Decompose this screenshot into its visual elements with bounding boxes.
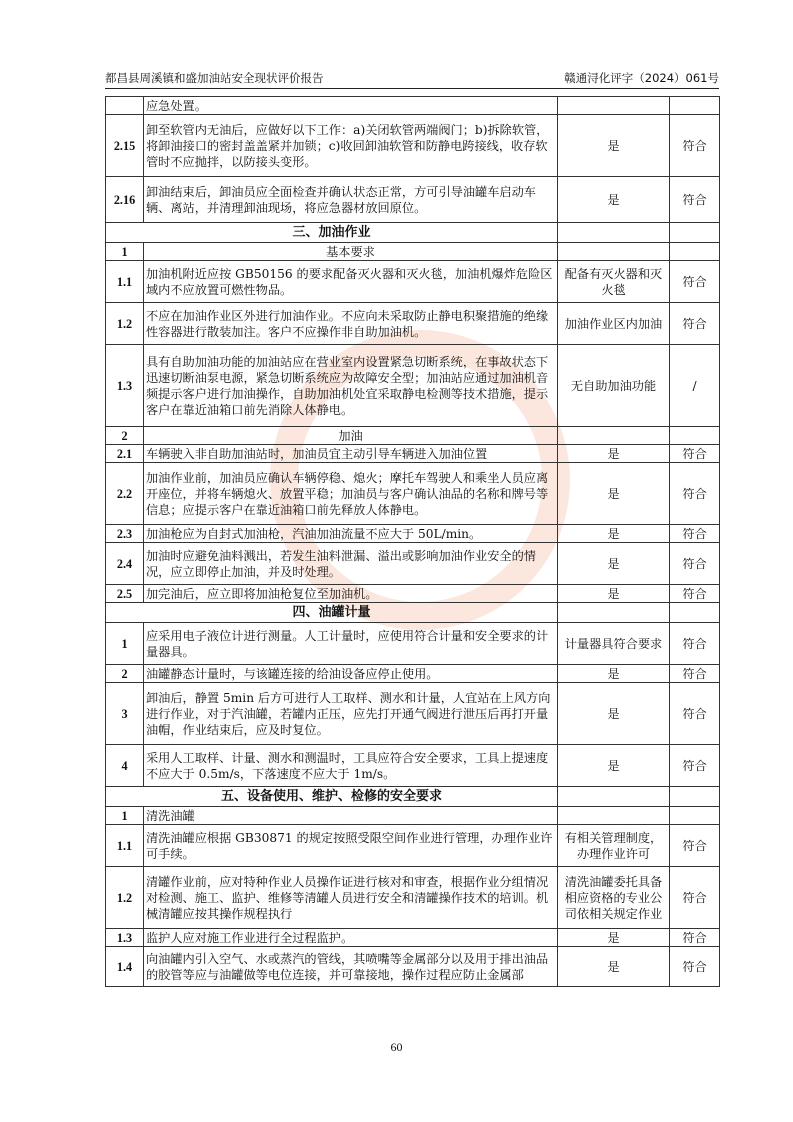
item-number: 1	[106, 623, 144, 665]
evaluation-result: 符合	[670, 867, 720, 929]
item-number: 2.16	[106, 177, 144, 223]
table-row	[106, 745, 720, 787]
empty-cell	[558, 807, 670, 825]
check-content: 加油机附近应按 GB50156 的要求配备灭火器和灭火毯，加油机爆炸危险区域内不应放置可燃性物品。	[144, 261, 558, 303]
item-number: 1.1	[106, 261, 144, 303]
check-result: 是	[558, 445, 670, 463]
item-number: 1.4	[106, 947, 144, 987]
check-content: 清罐作业前，应对特种作业人员操作证进行核对和审查，根据作业分组情况对检测、施工、监护、维修等清罐人员进行安全和清罐操作技术的培训。机械清罐应按其操作规程执行	[144, 867, 558, 929]
table-row	[106, 623, 720, 665]
check-result: 计量器具符合要求	[558, 623, 670, 665]
evaluation-result: 符合	[670, 745, 720, 787]
subsection-row	[106, 807, 720, 825]
section-title: 四、油罐计量	[106, 603, 558, 623]
table-row	[106, 947, 720, 987]
check-result: 是	[558, 947, 670, 987]
item-number: 2.2	[106, 463, 144, 525]
check-result: 是	[558, 683, 670, 745]
evaluation-result: 符合	[670, 525, 720, 543]
section-title: 五、设备使用、维护、检修的安全要求	[106, 787, 558, 807]
check-content: 卸油后，静置 5min 后方可进行人工取样、测水和计量，人宜站在上风方向进行作业，对于汽油罐，若罐内正压，应先打开通气阀进行泄压后再打开量油帽，作业结束后，应及时复位。	[144, 683, 558, 745]
evaluation-result: 符合	[670, 177, 720, 223]
check-content: 加完油后，应立即将加油枪复位至加油机。	[144, 585, 558, 603]
check-result: 是	[558, 177, 670, 223]
check-result: 加油作业区内加油	[558, 303, 670, 345]
subsection-title: 清洗油罐	[144, 807, 558, 825]
evaluation-result: /	[670, 345, 720, 427]
table-row	[106, 445, 720, 463]
empty-cell	[670, 603, 720, 623]
table-row	[106, 525, 720, 543]
section-title: 三、加油作业	[106, 223, 558, 243]
table-row	[106, 303, 720, 345]
empty-cell	[670, 807, 720, 825]
table-row	[106, 261, 720, 303]
evaluation-result: 符合	[670, 463, 720, 525]
item-number: 1	[106, 807, 144, 825]
item-number	[106, 97, 144, 115]
evaluation-result: 符合	[670, 947, 720, 987]
check-result: 是	[558, 745, 670, 787]
check-result	[558, 97, 670, 115]
item-number: 1	[106, 243, 144, 261]
check-result: 有相关管理制度，办理作业许可	[558, 825, 670, 867]
section-header-row	[106, 223, 720, 243]
table-row	[106, 97, 720, 115]
item-number: 1.2	[106, 867, 144, 929]
page-number: 60	[390, 1040, 403, 1054]
report-number: 赣通浔化评字（2024）061号	[564, 71, 719, 85]
empty-cell	[670, 787, 720, 807]
report-title: 都昌县周溪镇和盛加油站安全现状评价报告	[105, 71, 324, 85]
table-row	[106, 867, 720, 929]
check-content: 采用人工取样、计量、测水和测温时，工具应符合安全要求，工具上提速度不应大于 0.5m/s，下落速度不应大于 1m/s。	[144, 745, 558, 787]
empty-cell	[558, 787, 670, 807]
item-number: 1.3	[106, 345, 144, 427]
check-result: 是	[558, 463, 670, 525]
table-row	[106, 825, 720, 867]
empty-cell	[670, 427, 720, 445]
check-content: 向油罐内引入空气、水或蒸汽的管线，其喷嘴等金属部分以及用于排出油品的胶管等应与油罐做等电位连接，并可靠接地，操作过程应防止金属部	[144, 947, 558, 987]
table-row	[106, 929, 720, 947]
check-result: 是	[558, 525, 670, 543]
section-header-row	[106, 603, 720, 623]
table-row	[106, 177, 720, 223]
subsection-title: 加油	[144, 427, 558, 445]
evaluation-result: 符合	[670, 665, 720, 683]
evaluation-result: 符合	[670, 261, 720, 303]
evaluation-table	[105, 96, 720, 987]
evaluation-result: 符合	[670, 825, 720, 867]
check-content: 不应在加油作业区外进行加油作业。不应向未采取防止静电积聚措施的绝缘性容器进行散装加注。客户不应操作非自助加油机。	[144, 303, 558, 345]
check-content: 加油时应避免油料溅出，若发生油料泄漏、溢出或影响加油作业安全的情况，应立即停止加油，并及时处理。	[144, 543, 558, 585]
table-body	[106, 97, 720, 987]
empty-cell	[558, 603, 670, 623]
evaluation-result: 符合	[670, 623, 720, 665]
item-number: 2	[106, 665, 144, 683]
empty-cell	[558, 223, 670, 243]
check-content: 卸油结束后，卸油员应全面检查并确认状态正常，方可引导油罐车启动车辆、离站，并清理卸油现场，将应急器材放回原位。	[144, 177, 558, 223]
check-result: 是	[558, 115, 670, 177]
table-row	[106, 585, 720, 603]
empty-cell	[558, 243, 670, 261]
table-row	[106, 543, 720, 585]
item-number: 1.3	[106, 929, 144, 947]
check-result: 是	[558, 543, 670, 585]
evaluation-result: 符合	[670, 683, 720, 745]
item-number: 2.3	[106, 525, 144, 543]
evaluation-result: 符合	[670, 303, 720, 345]
evaluation-result: 符合	[670, 445, 720, 463]
item-number: 2.1	[106, 445, 144, 463]
check-result: 配备有灭火器和灭火毯	[558, 261, 670, 303]
check-content: 监护人应对施工作业进行全过程监护。	[144, 929, 558, 947]
section-header-row	[106, 787, 720, 807]
item-number: 2.5	[106, 585, 144, 603]
check-content: 应采用电子液位计进行测量。人工计量时，应使用符合计量和安全要求的计量器具。	[144, 623, 558, 665]
subsection-row	[106, 427, 720, 445]
check-content: 清洗油罐应根据 GB30871 的规定按照受限空间作业进行管理，办理作业许可手续。	[144, 825, 558, 867]
table-row	[106, 115, 720, 177]
check-content: 具有自助加油功能的加油站应在营业室内设置紧急切断系统，在事故状态下迅速切断油泵电源，紧急切断系统应为故障安全型；加油站应通过加油机音频提示客户进行加油操作，自助加油机处宜采取静电检测等技术措施，提示客户在靠近油箱口前先消除人体静电。	[144, 345, 558, 427]
item-number: 1.1	[106, 825, 144, 867]
subsection-title: 基本要求	[144, 243, 558, 261]
evaluation-result	[670, 97, 720, 115]
check-result: 清洗油罐委托具备相应资格的专业公司依相关规定作业	[558, 867, 670, 929]
empty-cell	[670, 223, 720, 243]
item-number: 4	[106, 745, 144, 787]
evaluation-result: 符合	[670, 115, 720, 177]
page-header	[105, 68, 719, 89]
empty-cell	[558, 427, 670, 445]
check-result: 是	[558, 585, 670, 603]
check-content: 应急处置。	[144, 97, 558, 115]
check-content: 卸至软管内无油后，应做好以下工作：a)关闭软管两端阀门；b)拆除软管，将卸油接口的密封盖盖紧并加锁；c)收回卸油软管和防静电跨接线，收存软管时不应抛拌，以防接头变形。	[144, 115, 558, 177]
table-row	[106, 665, 720, 683]
evaluation-result: 符合	[670, 585, 720, 603]
check-result: 是	[558, 665, 670, 683]
check-content: 车辆驶入非自助加油站时，加油员宜主动引导车辆进入加油位置	[144, 445, 558, 463]
table-row	[106, 683, 720, 745]
evaluation-result: 符合	[670, 929, 720, 947]
item-number: 2.15	[106, 115, 144, 177]
subsection-row	[106, 243, 720, 261]
table-row	[106, 463, 720, 525]
item-number: 3	[106, 683, 144, 745]
empty-cell	[670, 243, 720, 261]
table-row	[106, 345, 720, 427]
check-content: 油罐静态计量时，与该罐连接的给油设备应停止使用。	[144, 665, 558, 683]
check-content: 加油作业前，加油员应确认车辆停稳、熄火；摩托车驾驶人和乘坐人员应离开座位，并将车辆熄火、放置平稳；加油员与客户确认油品的名称和牌号等信息；应提示客户在靠近油箱口前先释放人体静电。	[144, 463, 558, 525]
check-content: 加油枪应为自封式加油枪，汽油加油流量不应大于 50L/min。	[144, 525, 558, 543]
item-number: 2.4	[106, 543, 144, 585]
check-result: 无自助加油功能	[558, 345, 670, 427]
check-result: 是	[558, 929, 670, 947]
item-number: 2	[106, 427, 144, 445]
evaluation-result: 符合	[670, 543, 720, 585]
item-number: 1.2	[106, 303, 144, 345]
